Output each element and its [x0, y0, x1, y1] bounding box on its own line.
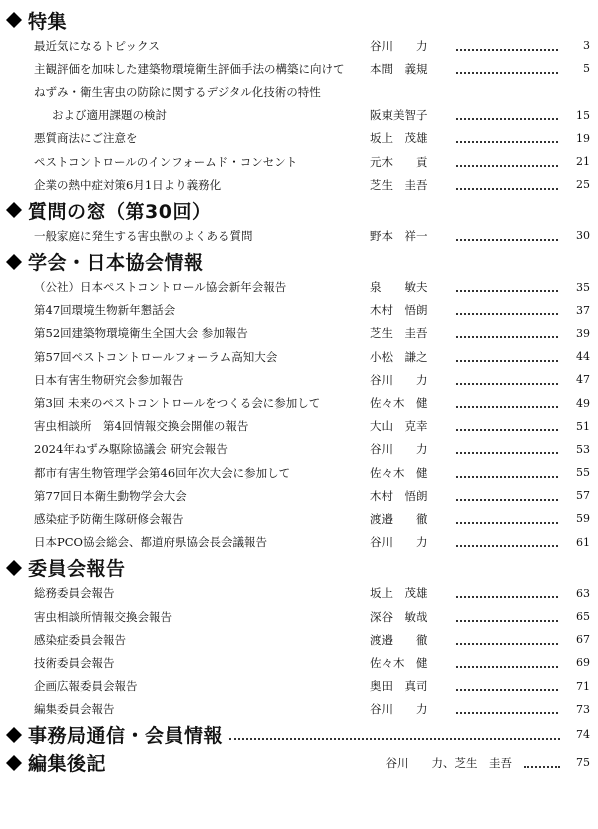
leader-dots [456, 118, 558, 120]
leader-dots [456, 596, 558, 598]
toc-entry[interactable] [6, 582, 590, 605]
entry-title: ねずみ・衛生害虫の防除に関するデジタル化技術の特性 [34, 84, 321, 99]
entry-title: 日本PCO協会総会、都道府県協会長会議報告 [34, 535, 267, 550]
entry-page: 71 [576, 679, 590, 693]
entry-title: 第57回ペストコントロールフォーラム高知大会 [34, 349, 278, 364]
entry-page: 5 [583, 62, 590, 76]
diamond-bullet-icon [6, 202, 22, 218]
entry-page: 30 [576, 229, 590, 243]
entry-title: 感染症予防衛生隊研修会報告 [34, 511, 184, 526]
entry-title: 最近気になるトピックス [34, 38, 160, 53]
toc-entry[interactable] [6, 698, 590, 721]
entry-page: 3 [583, 39, 590, 53]
entry-page: 55 [576, 466, 590, 480]
leader-dots [456, 522, 558, 524]
entry-title: 主観評価を加味した建築物環境衛生評価手法の構築に向けて [34, 61, 345, 76]
toc-entry[interactable] [6, 675, 590, 698]
leader-dots [456, 689, 558, 691]
section-editor-postscript[interactable] [6, 749, 590, 777]
section-committee-reports [6, 554, 590, 721]
entry-page: 57 [576, 489, 590, 503]
entry-title: 総務委員会報告 [34, 586, 115, 601]
toc-entry[interactable] [6, 461, 590, 484]
toc-entry[interactable] [6, 322, 590, 345]
entry-title: 第52回建築物環境衛生全国大会 参加報告 [34, 326, 248, 341]
entry-author: 木村 悟朗 [370, 488, 428, 503]
entry-page: 67 [576, 633, 590, 647]
entry-author: 奥田 真司 [370, 679, 428, 694]
leader-dots [229, 738, 560, 740]
leader-dots [456, 290, 558, 292]
leader-dots [456, 545, 558, 547]
leader-dots [456, 383, 558, 385]
toc-entry[interactable] [6, 531, 590, 554]
diamond-bullet-icon [6, 727, 22, 743]
leader-dots [524, 766, 560, 768]
section-title: 事務局通信・会員情報 [28, 725, 224, 748]
entry-page: 19 [576, 131, 590, 145]
leader-dots [456, 452, 558, 454]
entry-page: 53 [576, 442, 590, 456]
entry-page: 69 [576, 656, 590, 670]
entry-page: 65 [576, 610, 590, 624]
leader-dots [456, 141, 558, 143]
toc-entry[interactable] [6, 438, 590, 461]
entry-author: 渡邉 徹 [370, 632, 428, 647]
leader-dots [456, 239, 558, 241]
entry-title: 技術委員会報告 [34, 655, 115, 670]
entry-page: 63 [576, 586, 590, 600]
entry-page: 37 [576, 303, 590, 317]
leader-dots [456, 188, 558, 190]
toc-entry[interactable] [6, 415, 590, 438]
section-title: 委員会報告 [28, 558, 126, 581]
entry-author: 芝生 圭吾 [370, 177, 428, 192]
entry-title: および適用課題の検討 [52, 108, 167, 123]
entry-author: 坂上 茂雄 [370, 131, 428, 146]
section-heading [6, 196, 590, 224]
entry-page: 74 [576, 728, 590, 742]
entry-title: 企業の熱中症対策6月1日より義務化 [34, 177, 222, 192]
entry-page: 61 [576, 535, 590, 549]
section-title: 質問の窓（第30回） [28, 200, 212, 223]
entry-title: 害虫相談所情報交換会報告 [34, 609, 172, 624]
leader-dots [456, 499, 558, 501]
leader-dots [456, 406, 558, 408]
entry-author: 谷川 力 [370, 442, 428, 457]
leader-dots [456, 620, 558, 622]
toc-entry[interactable] [6, 391, 590, 414]
entry-author: 佐々木 健 [370, 396, 428, 411]
toc-entry[interactable] [6, 104, 590, 127]
leader-dots [456, 429, 558, 431]
leader-dots [456, 476, 558, 478]
entry-author: 佐々木 健 [370, 465, 428, 480]
section-heading [6, 554, 590, 582]
leader-dots [456, 712, 558, 714]
entry-title: 第3回 未来のペストコントロールをつくる会に参加して [34, 396, 321, 411]
entry-title: 感染症委員会報告 [34, 632, 126, 647]
entry-title: ペストコントロールのインフォームド・コンセント [34, 154, 298, 169]
entry-author: 谷川 力 [370, 38, 428, 53]
entry-page: 21 [576, 155, 590, 169]
entry-author: 谷川 力 [370, 702, 428, 717]
toc-entry[interactable] [6, 345, 590, 368]
entry-page: 15 [576, 108, 590, 122]
entry-title: 都市有害生物管理学会第46回年次大会に参加して [34, 465, 291, 480]
toc-entry[interactable] [6, 150, 590, 173]
entry-title: 第77回日本衛生動物学会大会 [34, 488, 187, 503]
leader-dots [456, 165, 558, 167]
entry-author: 野本 祥一 [370, 228, 428, 243]
entry-author: 小松 謙之 [370, 349, 428, 364]
entry-author: 渡邉 徹 [370, 511, 428, 526]
entry-title: 編集委員会報告 [34, 702, 115, 717]
entry-page: 51 [576, 419, 590, 433]
toc-entry[interactable] [6, 57, 590, 80]
entry-page: 44 [576, 350, 590, 364]
entry-author: 芝生 圭吾 [370, 326, 428, 341]
toc-entry[interactable] [6, 173, 590, 196]
leader-dots [456, 666, 558, 668]
entry-title: 日本有害生物研究会参加報告 [34, 372, 184, 387]
section-office-news[interactable] [6, 721, 590, 749]
toc-entry[interactable] [6, 224, 590, 247]
section-title: 学会・日本協会情報 [28, 252, 204, 274]
entry-page: 39 [576, 326, 590, 340]
toc-entry[interactable] [6, 651, 590, 674]
entry-title: 悪質商法にご注意を [34, 131, 138, 146]
entry-author: 深谷 敏哉 [370, 609, 428, 624]
entry-author: 木村 悟朗 [370, 303, 428, 318]
toc-entry[interactable] [6, 628, 590, 651]
leader-dots [456, 643, 558, 645]
toc-entry[interactable] [6, 605, 590, 628]
diamond-bullet-icon [6, 755, 22, 771]
diamond-bullet-icon [6, 12, 22, 28]
section-title: 特集 [28, 10, 68, 33]
section-heading [6, 6, 590, 34]
entry-page: 35 [576, 280, 590, 294]
diamond-bullet-icon [6, 254, 22, 270]
entry-page: 73 [576, 702, 590, 716]
entry-page: 59 [576, 512, 590, 526]
entry-author: 泉 敏夫 [370, 280, 428, 295]
section-society-info [6, 248, 590, 554]
leader-dots [456, 49, 558, 51]
leader-dots [456, 313, 558, 315]
section-feature [6, 6, 590, 196]
entry-title: 一般家庭に発生する害虫獣のよくある質問 [34, 228, 253, 243]
entry-author: 大山 克幸 [370, 419, 428, 434]
entry-author: 佐々木 健 [370, 655, 428, 670]
entry-author: 谷川 力 [370, 372, 428, 387]
diamond-bullet-icon [6, 560, 22, 576]
leader-dots [456, 72, 558, 74]
entry-page: 49 [576, 396, 590, 410]
toc-entry[interactable] [6, 80, 590, 103]
leader-dots [456, 360, 558, 362]
leader-dots [456, 336, 558, 338]
toc-entry[interactable] [6, 484, 590, 507]
entry-author: 阪東美智子 [370, 108, 428, 123]
entry-author: 谷川 力 [370, 535, 428, 550]
toc-entry[interactable] [6, 276, 590, 299]
entry-author: 谷川 力、芝生 圭吾 [385, 755, 512, 770]
toc-entry[interactable] [6, 34, 590, 57]
entry-title: 第47回環境生物新年懇話会 [34, 303, 176, 318]
section-qa [6, 196, 590, 247]
entry-author: 本間 義規 [370, 61, 428, 76]
toc-entry[interactable] [6, 368, 590, 391]
entry-title: 2024年ねずみ駆除協議会 研究会報告 [34, 442, 228, 457]
entry-author: 元木 貢 [370, 154, 428, 169]
toc-entry[interactable] [6, 507, 590, 530]
section-title: 編集後記 [28, 753, 107, 776]
section-heading [6, 248, 590, 276]
entry-author: 坂上 茂雄 [370, 586, 428, 601]
entry-page: 25 [576, 178, 590, 192]
entry-page: 75 [576, 756, 590, 770]
entry-title: 企画広報委員会報告 [34, 679, 138, 694]
entry-title: 害虫相談所 第4回情報交換会開催の報告 [34, 419, 249, 434]
toc-entry[interactable] [6, 127, 590, 150]
entry-title: （公社）日本ペストコントロール協会新年会報告 [34, 280, 287, 295]
toc-entry[interactable] [6, 299, 590, 322]
entry-page: 47 [576, 373, 590, 387]
